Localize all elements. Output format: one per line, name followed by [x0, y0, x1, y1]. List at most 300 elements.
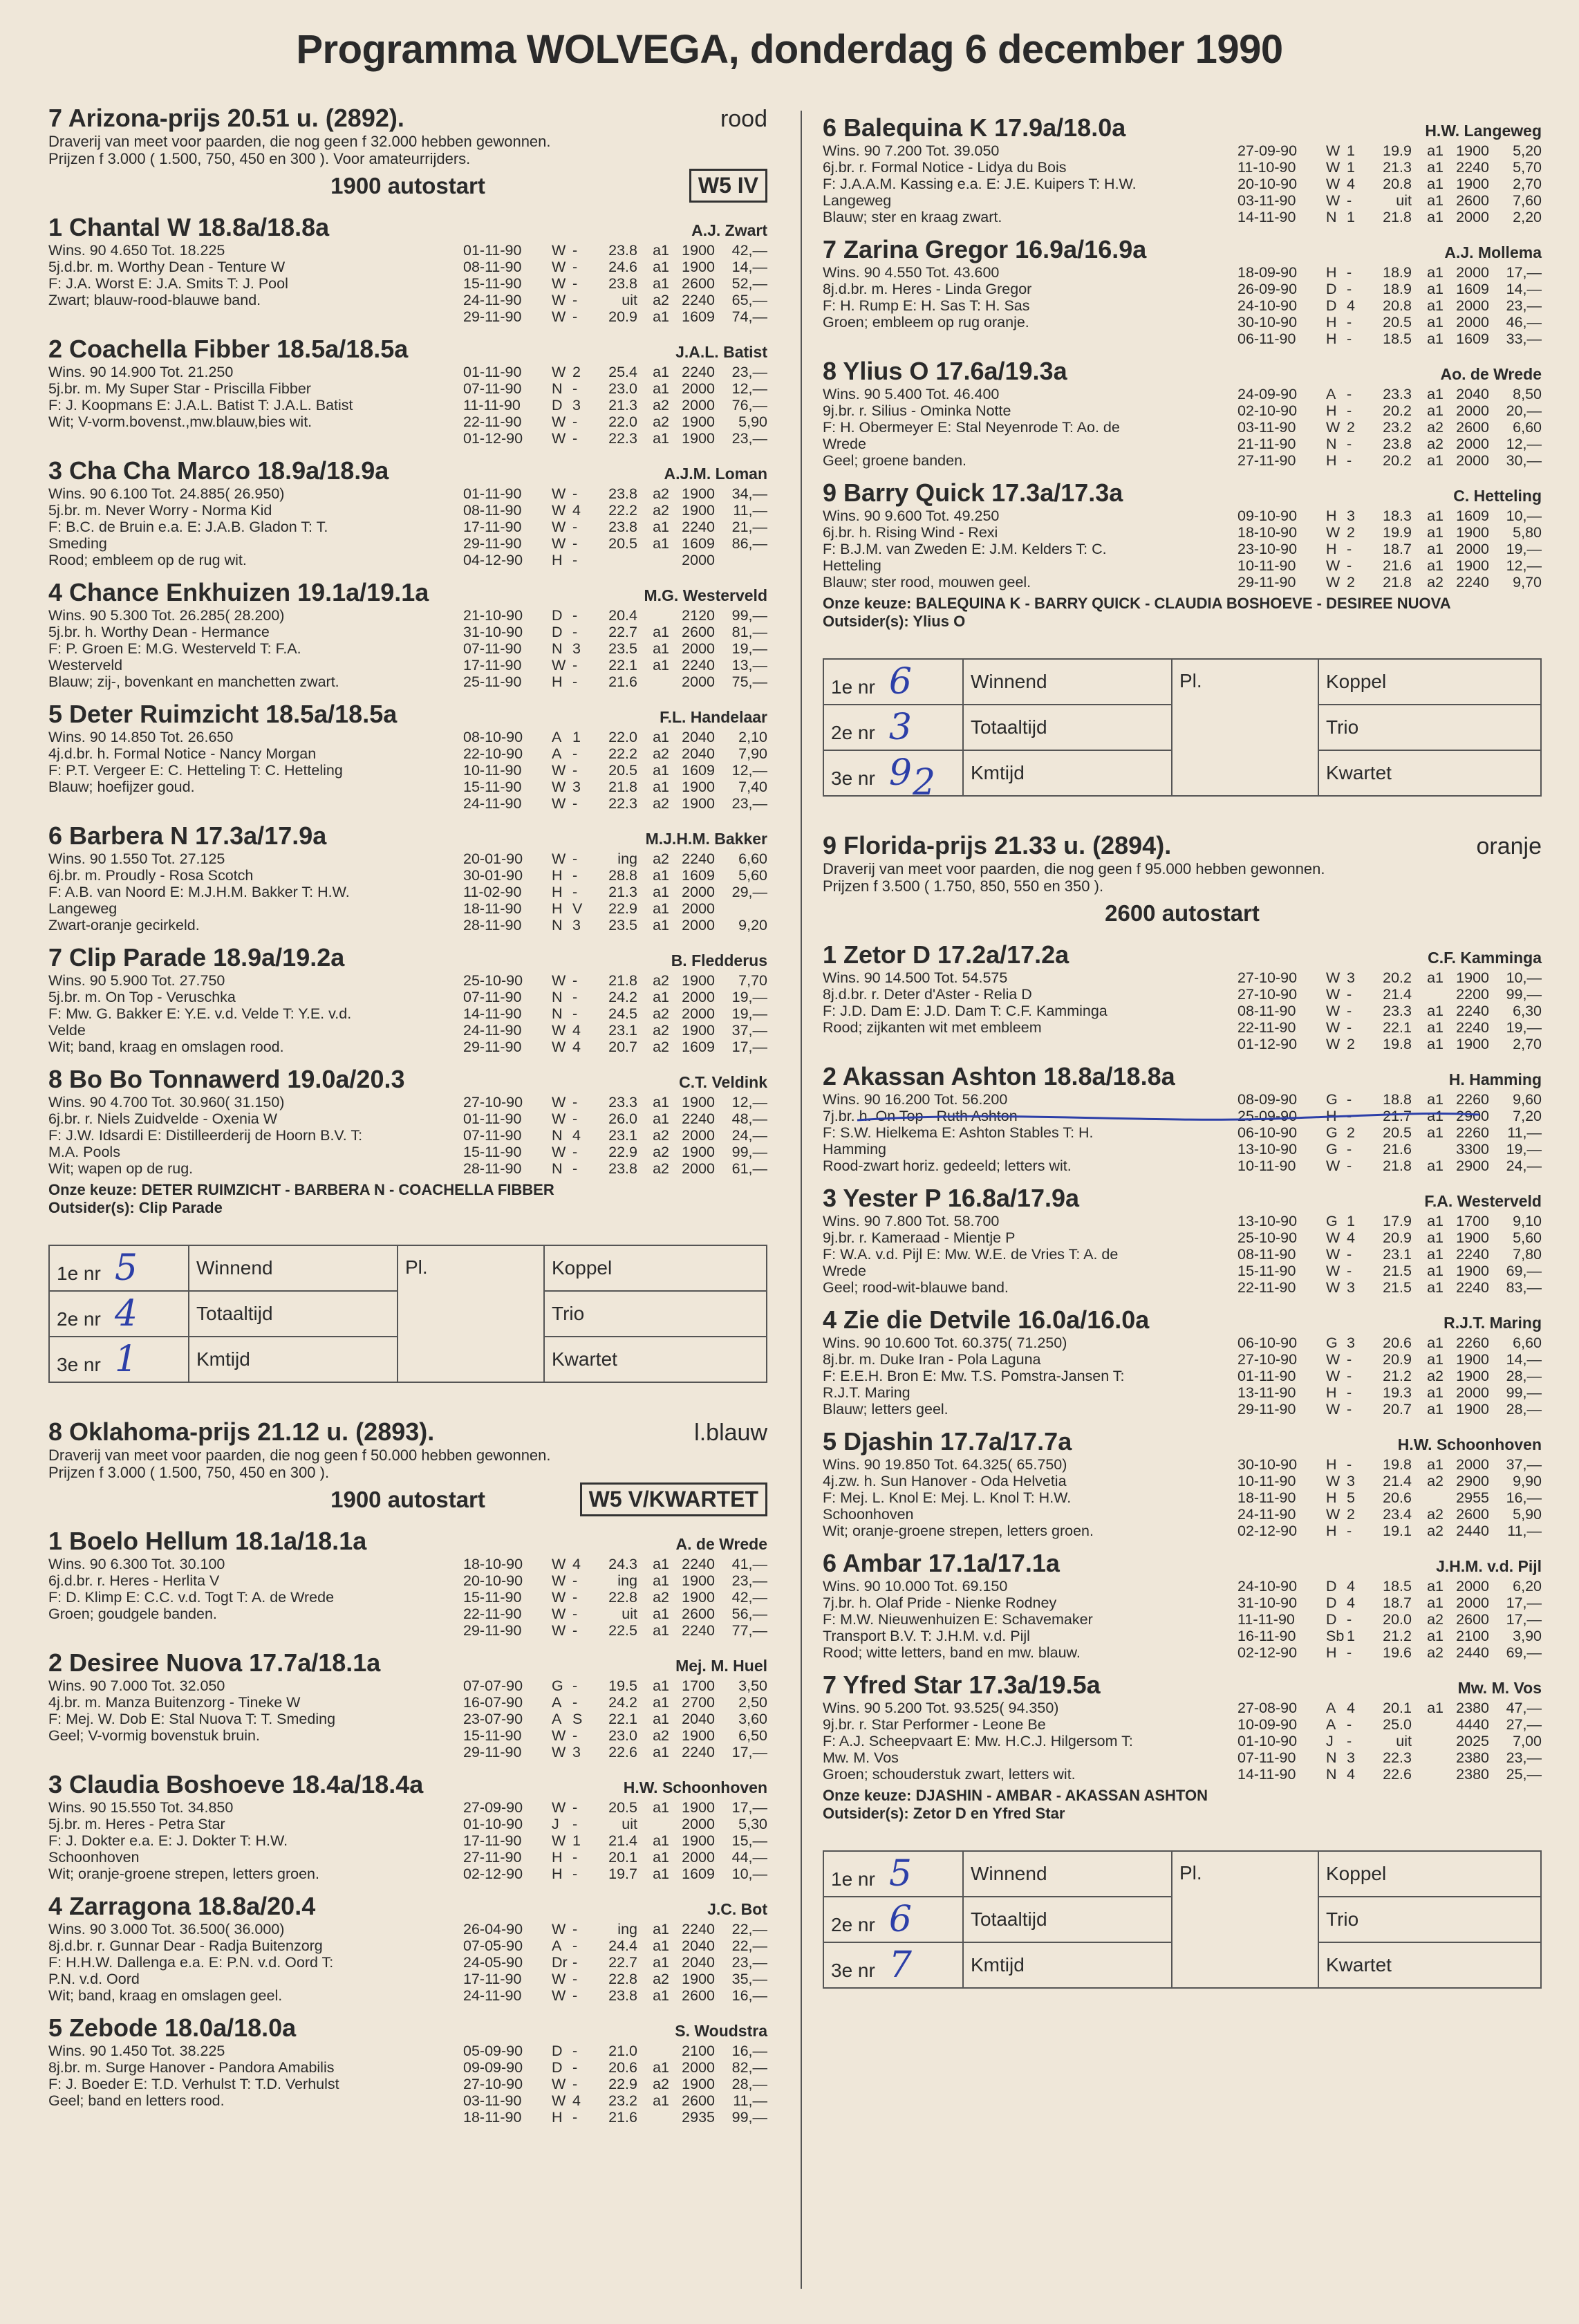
- performance-cell: 23.5: [608, 640, 637, 657]
- horse-info-line: F: J.D. Dam E: J.D. Dam T: C.F. Kamminga: [823, 1003, 1108, 1019]
- horse-info: [48, 1556, 449, 1639]
- performance-row: [1237, 297, 1542, 314]
- horse-info-line: Wins. 90 7.800 Tot. 58.700: [823, 1213, 1000, 1229]
- performance-row: [1237, 986, 1542, 1003]
- horse-info-line: 8j.d.br. r. Gunnar Dear - Radja Buitenzorg: [48, 1937, 323, 1954]
- performance-row: [463, 2059, 767, 2076]
- horse-title: 7 Yfred Star 17.3a/19.5a: [823, 1671, 1101, 1699]
- horse-info: [823, 1213, 1224, 1296]
- performance-cell: ing: [617, 850, 637, 867]
- bet-position-cell[interactable]: [823, 1851, 963, 1897]
- performance-cell: 6,50: [738, 1727, 767, 1744]
- performance-cell: D: [1326, 297, 1337, 314]
- performance-cell: 7,00: [1513, 1733, 1542, 1749]
- performance-cell: 28.8: [608, 867, 637, 884]
- bet-position-cell[interactable]: [49, 1337, 189, 1382]
- bet-type-cell[interactable]: [963, 705, 1172, 750]
- bet-position-cell[interactable]: [823, 705, 963, 750]
- performance-cell: 10-11-90: [1237, 557, 1296, 574]
- performance-table: [1237, 1213, 1542, 1296]
- bet-combo-cell[interactable]: [1318, 659, 1541, 705]
- performance-cell: a1: [1427, 209, 1443, 225]
- performance-cell: W: [1326, 1473, 1340, 1489]
- horse-trainer: H. Hamming: [1448, 1070, 1542, 1088]
- bet-position-cell[interactable]: [49, 1245, 189, 1291]
- race-condition-line: Draverij van meet voor paarden, die nog geen f 50.000 hebben gewonnen.: [48, 1447, 551, 1464]
- performance-cell: H: [1326, 1644, 1337, 1661]
- bet-combo-cell[interactable]: [1318, 750, 1541, 796]
- bet-position-cell[interactable]: [823, 1942, 963, 1988]
- performance-cell: a2: [653, 292, 669, 308]
- performance-cell: 18.7: [1383, 1595, 1412, 1611]
- performance-cell: 30-01-90: [463, 867, 523, 884]
- performance-cell: 2440: [1456, 1644, 1489, 1661]
- performance-row: [1237, 419, 1542, 436]
- bet-combo-label: Trio: [552, 1303, 585, 1324]
- performance-cell: W: [1326, 159, 1340, 176]
- performance-cell: a1: [653, 657, 669, 673]
- performance-cell: 5,80: [1513, 524, 1542, 541]
- horse-header: [823, 1549, 1542, 1578]
- performance-cell: a1: [653, 917, 669, 933]
- performance-cell: 07-11-90: [463, 640, 522, 657]
- bet-type-cell[interactable]: [189, 1291, 398, 1337]
- performance-cell: 1900: [1456, 1401, 1489, 1417]
- performance-cell: 6,30: [1513, 1003, 1542, 1019]
- performance-cell: 11,—: [1507, 1523, 1542, 1539]
- performance-cell: 44,—: [731, 1849, 767, 1866]
- horse-info-line: F: J.W. Idsardi E: Distilleerderij de Hoorn B.V. T:: [48, 1127, 363, 1144]
- performance-cell: 03-11-90: [1237, 419, 1296, 436]
- performance-table: [1237, 1456, 1542, 1539]
- performance-cell: a1: [1427, 1158, 1443, 1174]
- performance-cell: a2: [653, 1971, 669, 1987]
- performance-cell: H: [1326, 452, 1337, 469]
- bet-type-cell[interactable]: [963, 750, 1172, 796]
- performance-cell: -: [572, 657, 578, 673]
- picks-line: Onze keuze: BALEQUINA K - BARRY QUICK - CLAUDIA BOSHOEVE - DESIREE NUOVA: [823, 595, 1451, 612]
- performance-cell: 4: [1347, 297, 1355, 314]
- performance-row: [463, 607, 767, 624]
- horse-trainer: Ao. de Wrede: [1440, 365, 1542, 383]
- performance-cell: W: [552, 972, 566, 989]
- horse-title: 9 Barry Quick 17.3a/17.3a: [823, 478, 1123, 507]
- performance-cell: 2,70: [1513, 1036, 1542, 1052]
- performance-cell: 11-11-90: [463, 397, 521, 413]
- performance-cell: H: [552, 673, 563, 690]
- performance-cell: -: [572, 1572, 578, 1589]
- horse-info-line: F: P.T. Vergeer E: C. Hetteling T: C. Hetteling: [48, 762, 343, 779]
- performance-cell: 86,—: [731, 535, 767, 552]
- performance-cell: W: [552, 1144, 566, 1160]
- bet-combo-label: Koppel: [552, 1257, 613, 1279]
- performance-cell: 08-10-90: [463, 729, 523, 745]
- performance-cell: -: [572, 2076, 578, 2092]
- performance-cell: 1900: [682, 242, 715, 259]
- performance-cell: 21.4: [1383, 986, 1412, 1003]
- performance-cell: 11-11-90: [1237, 1611, 1295, 1628]
- performance-cell: 1: [1347, 1213, 1355, 1229]
- bet-type-cell[interactable]: [189, 1245, 398, 1291]
- horse-info-line: F: H.H.W. Dallenga e.a. E: P.N. v.d. Oord T:: [48, 1954, 334, 1971]
- performance-cell: -: [1347, 1108, 1352, 1124]
- performance-row: [1237, 1091, 1542, 1108]
- horse-info-line: 8j.d.br. m. Heres - Linda Gregor: [823, 281, 1032, 297]
- performance-cell: 19.6: [1383, 1644, 1412, 1661]
- bet-type-cell[interactable]: [963, 1942, 1172, 1988]
- performance-cell: W: [552, 485, 566, 502]
- horse-info-line: F: J. Boeder E: T.D. Verhulst T: T.D. Verhulst: [48, 2076, 339, 2092]
- performance-cell: 08-11-90: [463, 259, 522, 275]
- performance-cell: 12,—: [731, 762, 767, 779]
- horse-trainer: F.A. Westerveld: [1424, 1192, 1542, 1210]
- performance-cell: 99,—: [1506, 986, 1542, 1003]
- horse-body: [823, 386, 1542, 469]
- performance-row: [1237, 159, 1542, 176]
- performance-cell: 24-10-90: [1237, 297, 1298, 314]
- performance-cell: G: [1326, 1213, 1338, 1229]
- bet-position-cell[interactable]: [823, 750, 963, 796]
- handwritten-number[interactable]: 4: [114, 1293, 138, 1335]
- bet-combo-cell[interactable]: [1318, 1851, 1541, 1897]
- performance-cell: 25,—: [1506, 1766, 1542, 1783]
- handwritten-number[interactable]: 9: [888, 752, 912, 794]
- performance-cell: 21.8: [1383, 1158, 1412, 1174]
- performance-row: [1237, 1733, 1542, 1749]
- performance-cell: 7,90: [738, 745, 767, 762]
- handwritten-number[interactable]: 3: [888, 707, 912, 748]
- performance-cell: 2100: [1456, 1628, 1489, 1644]
- horse-info-line: Wins. 90 5.300 Tot. 26.285( 28.200): [48, 607, 285, 624]
- horse-info-line: Wins. 90 6.300 Tot. 30.100: [48, 1556, 225, 1572]
- performance-row: [1237, 1019, 1542, 1036]
- performance-cell: 20.7: [608, 1039, 637, 1055]
- performance-cell: W: [1326, 557, 1340, 574]
- performance-cell: 28-11-90: [463, 917, 522, 933]
- performance-cell: 20.4: [608, 607, 637, 624]
- performance-cell: 5,20: [1513, 142, 1542, 159]
- bet-type-cell[interactable]: [963, 1851, 1172, 1897]
- performance-table: [1237, 264, 1542, 347]
- performance-cell: -: [572, 2109, 578, 2126]
- performance-row: [1237, 142, 1542, 159]
- performance-cell: 2240: [682, 1110, 715, 1127]
- performance-row: [463, 917, 767, 933]
- performance-cell: 2040: [682, 1954, 715, 1971]
- performance-cell: 2000: [682, 989, 715, 1005]
- handwritten-number[interactable]: 6: [888, 1899, 912, 1940]
- performance-row: [463, 259, 767, 275]
- performance-cell: 2000: [1456, 1456, 1489, 1473]
- horse-header: [48, 335, 767, 364]
- performance-cell: H: [552, 900, 563, 917]
- performance-cell: 19,—: [1506, 1141, 1542, 1158]
- bet-combo-cell[interactable]: [1318, 1897, 1541, 1942]
- horse-body: [48, 1799, 767, 1882]
- bet-place-cell[interactable]: [1172, 1851, 1318, 1988]
- column-right: [823, 104, 1542, 2023]
- handwritten-number[interactable]: 5: [114, 1247, 138, 1289]
- performance-cell: a1: [1427, 1335, 1443, 1351]
- bet-position-cell[interactable]: [823, 1897, 963, 1942]
- performance-cell: 18.9: [1383, 281, 1412, 297]
- performance-cell: 16,—: [1506, 1489, 1542, 1506]
- performance-cell: 03-11-90: [463, 2092, 522, 2109]
- performance-cell: 21.7: [1383, 1108, 1412, 1124]
- performance-cell: a1: [1427, 1246, 1443, 1263]
- performance-cell: J: [552, 1816, 559, 1832]
- performance-row: [1237, 1229, 1542, 1246]
- performance-cell: a1: [653, 989, 669, 1005]
- horse-title: 6 Barbera N 17.3a/17.9a: [48, 821, 327, 850]
- performance-row: [1237, 1036, 1542, 1052]
- performance-row: [1237, 281, 1542, 297]
- handwritten-number[interactable]: 7: [888, 1944, 912, 1986]
- bet-combo-cell[interactable]: [544, 1245, 767, 1291]
- race-color: rood: [720, 106, 767, 132]
- performance-cell: 24.3: [608, 1556, 637, 1572]
- performance-cell: W: [552, 430, 566, 447]
- performance-cell: 20.9: [1383, 1351, 1412, 1368]
- performance-cell: 6,60: [738, 850, 767, 867]
- performance-cell: 08-11-90: [1237, 1003, 1296, 1019]
- performance-table: [463, 1677, 767, 1760]
- bet-position-cell[interactable]: [49, 1291, 189, 1337]
- performance-cell: N: [552, 640, 563, 657]
- bet-combo-cell[interactable]: [544, 1337, 767, 1382]
- performance-cell: -: [572, 308, 578, 325]
- horse-info-line: F: D. Klimp E: C.C. v.d. Togt T: A. de Wrede: [48, 1589, 335, 1606]
- bet-type-tag: W5 V/KWARTET: [580, 1482, 767, 1516]
- horse-info-line: Zwart-oranje gecirkeld.: [48, 917, 200, 933]
- horse-info: [48, 1799, 449, 1882]
- performance-cell: a1: [653, 729, 669, 745]
- handwritten-number[interactable]: 1: [114, 1339, 138, 1380]
- performance-cell: N: [552, 917, 563, 933]
- performance-cell: 29,—: [731, 884, 767, 900]
- performance-cell: 21.8: [608, 972, 637, 989]
- bet-position-label: 3e nr: [57, 1354, 101, 1375]
- performance-cell: 22.8: [608, 1589, 637, 1606]
- performance-row: [463, 1589, 767, 1606]
- performance-cell: a1: [1427, 508, 1443, 524]
- performance-cell: a1: [1427, 297, 1443, 314]
- performance-cell: 9,20: [738, 917, 767, 933]
- performance-cell: a1: [1427, 1279, 1443, 1296]
- performance-cell: [1412, 1141, 1443, 1158]
- performance-cell: 21.2: [1383, 1628, 1412, 1644]
- performance-cell: 24-11-90: [463, 1022, 522, 1039]
- performance-table: [463, 485, 767, 568]
- performance-cell: 11-10-90: [1237, 159, 1296, 176]
- horse-info-line: Wins. 90 6.100 Tot. 24.885( 26.950): [48, 485, 285, 502]
- performance-cell: 3,90: [1513, 1628, 1542, 1644]
- performance-cell: W: [552, 275, 566, 292]
- performance-cell: -: [1347, 986, 1352, 1003]
- performance-row: [463, 1556, 767, 1572]
- performance-cell: 19.8: [1383, 1456, 1412, 1473]
- horse-header: [823, 1062, 1542, 1091]
- horse-info-line: F: P. Groen E: M.G. Westerveld T: F.A.: [48, 640, 301, 657]
- horse-info-line: F: Mej. W. Dob E: Stal Nuova T: T. Smeding: [48, 1711, 336, 1727]
- performance-cell: a2: [653, 502, 669, 519]
- performance-cell: H: [1326, 314, 1337, 331]
- performance-row: [1237, 1003, 1542, 1019]
- performance-cell: a2: [653, 397, 669, 413]
- performance-cell: G: [552, 1677, 563, 1694]
- performance-cell: a1: [653, 1677, 669, 1694]
- performance-cell: 3,60: [738, 1711, 767, 1727]
- performance-cell: ing: [617, 1572, 637, 1589]
- performance-cell: [637, 607, 669, 624]
- bet-combo-cell[interactable]: [1318, 705, 1541, 750]
- bet-place-cell[interactable]: [398, 1245, 544, 1382]
- horse-info-line: F: W.A. v.d. Pijl E: Mw. W.E. de Vries T: A. de: [823, 1246, 1119, 1263]
- horse-info-line: 5j.br. m. On Top - Veruschka: [48, 989, 236, 1005]
- horse-body: [823, 1578, 1542, 1661]
- performance-cell: 25.0: [1383, 1716, 1412, 1733]
- performance-cell: 19,—: [1506, 541, 1542, 557]
- performance-row: [1237, 1628, 1542, 1644]
- bet-position-label: 1e nr: [57, 1263, 101, 1284]
- performance-cell: 6,60: [1513, 419, 1542, 436]
- performance-cell: 19,—: [731, 1005, 767, 1022]
- bet-place-cell[interactable]: [1172, 659, 1318, 796]
- horse-title: 6 Balequina K 17.9a/18.0a: [823, 113, 1126, 142]
- performance-cell: 22.7: [608, 1954, 637, 1971]
- performance-row: [463, 884, 767, 900]
- performance-cell: 35,—: [731, 1971, 767, 1987]
- performance-cell: 10-09-90: [1237, 1716, 1298, 1733]
- horse-info-line: Wit; wapen op de rug.: [48, 1160, 194, 1177]
- performance-cell: H: [1326, 331, 1337, 347]
- performance-cell: 2000: [682, 917, 715, 933]
- performance-cell: a1: [653, 2059, 669, 2076]
- performance-cell: 1: [572, 1832, 581, 1849]
- performance-cell: 06-10-90: [1237, 1335, 1298, 1351]
- performance-cell: G: [1326, 1141, 1338, 1158]
- performance-cell: 2: [1347, 1124, 1355, 1141]
- horse-header: [823, 478, 1542, 508]
- performance-cell: -: [1347, 281, 1352, 297]
- performance-cell: 69,—: [1506, 1263, 1542, 1279]
- performance-cell: 24.4: [608, 1937, 637, 1954]
- horse-info-line: F: A.J. Scheepvaart E: Mw. H.C.J. Hilgersom T:: [823, 1733, 1133, 1749]
- horse-header: [823, 940, 1542, 969]
- performance-cell: 01-11-90: [463, 242, 522, 259]
- performance-row: [1237, 1456, 1542, 1473]
- horse-info-line: Westerveld: [48, 657, 123, 673]
- performance-row: [463, 2043, 767, 2059]
- performance-cell: 1900: [1456, 1263, 1489, 1279]
- bet-type-cell[interactable]: [189, 1337, 398, 1382]
- bet-block: [48, 1245, 767, 1383]
- performance-table: [463, 972, 767, 1055]
- performance-cell: -: [572, 1005, 578, 1022]
- performance-row: [463, 430, 767, 447]
- horse-body: [48, 1677, 767, 1760]
- horse-info-line: Wins. 90 15.550 Tot. 34.850: [48, 1799, 234, 1816]
- performance-cell: -: [572, 1987, 578, 2004]
- performance-row: [1237, 524, 1542, 541]
- performance-cell: 07-05-90: [463, 1937, 523, 1954]
- performance-cell: 2: [1347, 419, 1355, 436]
- performance-cell: 2600: [682, 624, 715, 640]
- performance-table: [1237, 1700, 1542, 1783]
- race-picks: [823, 1787, 1542, 1823]
- race-picks: [823, 595, 1542, 631]
- performance-cell: -: [572, 607, 578, 624]
- performance-cell: 06-10-90: [1237, 1124, 1298, 1141]
- performance-cell: [637, 673, 669, 690]
- performance-row: [463, 989, 767, 1005]
- horse-info-line: F: Mej. L. Knol E: Mej. L. Knol T: H.W.: [823, 1489, 1072, 1506]
- performance-cell: W: [552, 1606, 566, 1622]
- bet-type-cell[interactable]: [963, 1897, 1172, 1942]
- performance-cell: 2240: [682, 364, 715, 380]
- performance-cell: 20.8: [1383, 297, 1412, 314]
- horse-info-line: Rood-zwart horiz. gedeeld; letters wit.: [823, 1158, 1072, 1174]
- performance-cell: 2955: [1456, 1489, 1489, 1506]
- performance-cell: 21.0: [608, 2043, 637, 2059]
- performance-cell: 1900: [682, 413, 715, 430]
- performance-cell: 26-09-90: [1237, 281, 1298, 297]
- performance-cell: 17-11-90: [463, 657, 522, 673]
- bet-combo-cell[interactable]: [544, 1291, 767, 1337]
- bet-combo-label: Koppel: [1326, 1863, 1387, 1884]
- performance-cell: G: [1326, 1335, 1338, 1351]
- performance-cell: -: [572, 1849, 578, 1866]
- performance-cell: a1: [1427, 142, 1443, 159]
- performance-cell: 17,—: [731, 1039, 767, 1055]
- handwritten-number[interactable]: 5: [888, 1853, 912, 1895]
- bet-position-cell[interactable]: [823, 659, 963, 705]
- performance-cell: 19.1: [1383, 1523, 1412, 1539]
- performance-cell: 2000: [682, 1005, 715, 1022]
- performance-cell: 3: [1347, 1473, 1355, 1489]
- performance-cell: 23.8: [608, 519, 637, 535]
- horse-info-line: Wins. 90 4.700 Tot. 30.960( 31.150): [48, 1094, 285, 1110]
- performance-cell: 2000: [1456, 297, 1489, 314]
- performance-cell: 27-11-90: [463, 1849, 522, 1866]
- performance-cell: W: [552, 259, 566, 275]
- horse-info-line: Geel; rood-wit-blauwe band.: [823, 1279, 1009, 1296]
- handwritten-number[interactable]: 6: [888, 661, 912, 703]
- performance-cell: -: [572, 275, 578, 292]
- performance-cell: 29-11-90: [463, 1622, 522, 1639]
- performance-cell: 27-10-90: [1237, 969, 1298, 986]
- performance-cell: 2240: [682, 657, 715, 673]
- horse-info-line: Wins. 90 7.200 Tot. 39.050: [823, 142, 1000, 159]
- performance-cell: 24.5: [608, 1005, 637, 1022]
- performance-cell: 2380: [1456, 1749, 1489, 1766]
- performance-cell: 21,—: [731, 519, 767, 535]
- horse-info-line: Wins. 90 4.650 Tot. 18.225: [48, 242, 225, 259]
- performance-cell: 01-12-90: [1237, 1036, 1298, 1052]
- performance-cell: -: [1347, 541, 1352, 557]
- performance-cell: 1: [572, 729, 581, 745]
- race-picks: [48, 1181, 767, 1217]
- race-condition-line: Draverij van meet voor paarden, die nog geen f 95.000 hebben gewonnen.: [823, 860, 1325, 877]
- performance-cell: -: [1347, 1733, 1352, 1749]
- bet-type-cell[interactable]: [963, 659, 1172, 705]
- performance-row: [1237, 402, 1542, 419]
- performance-cell: 01-11-90: [463, 485, 522, 502]
- performance-row: [463, 1866, 767, 1882]
- performance-row: [463, 729, 767, 745]
- performance-cell: a2: [653, 485, 669, 502]
- bet-combo-cell[interactable]: [1318, 1942, 1541, 1988]
